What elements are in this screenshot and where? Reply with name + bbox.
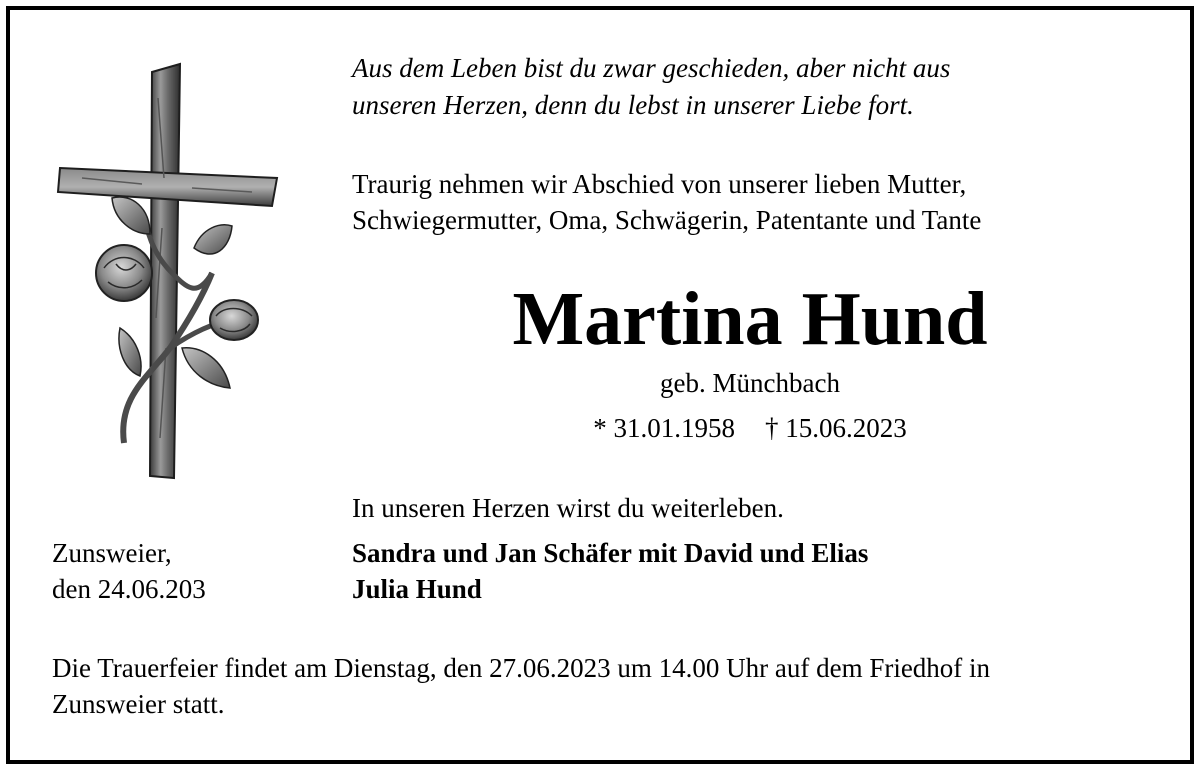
birth-date: * 31.01.1958 <box>593 413 735 443</box>
place-line: Zunsweier, <box>52 538 172 568</box>
place-and-date <box>52 535 206 607</box>
intro-line-2: Schwiegermutter, Oma, Schwägerin, Patentante und Tante <box>352 205 982 235</box>
mourner-entry: Sandra und Jan Schäfer mit David und Elias <box>352 538 869 568</box>
funeral-line-1: Die Trauerfeier findet am Dienstag, den 27.06.2023 um 14.00 Uhr auf dem Friedhof in <box>52 653 991 683</box>
quote-line-1: Aus dem Leben bist du zwar geschieden, aber nicht aus <box>352 53 951 83</box>
announcement-intro <box>352 166 981 238</box>
funeral-line-2: Zunsweier statt. <box>52 689 225 719</box>
mourner-entry: Julia Hund <box>352 574 482 604</box>
date-line: den 24.06.203 <box>52 574 206 604</box>
death-date: † 15.06.2023 <box>765 413 907 443</box>
cross-with-roses-icon <box>52 58 292 483</box>
intro-line-1: Traurig nehmen wir Abschied von unserer lieben Mutter, <box>352 169 967 199</box>
life-dates <box>350 411 1150 445</box>
maiden-name: geb. Münchbach <box>660 368 840 398</box>
deceased-name: Martina Hund <box>512 277 988 361</box>
memorial-motto: In unseren Herzen wirst du weiterleben. <box>352 493 784 523</box>
mourners-list <box>352 535 868 607</box>
quote-line-2: unseren Herzen, denn du lebst in unserer Liebe fort. <box>352 90 914 120</box>
memorial-quote <box>352 50 950 124</box>
funeral-notice <box>52 650 1152 722</box>
